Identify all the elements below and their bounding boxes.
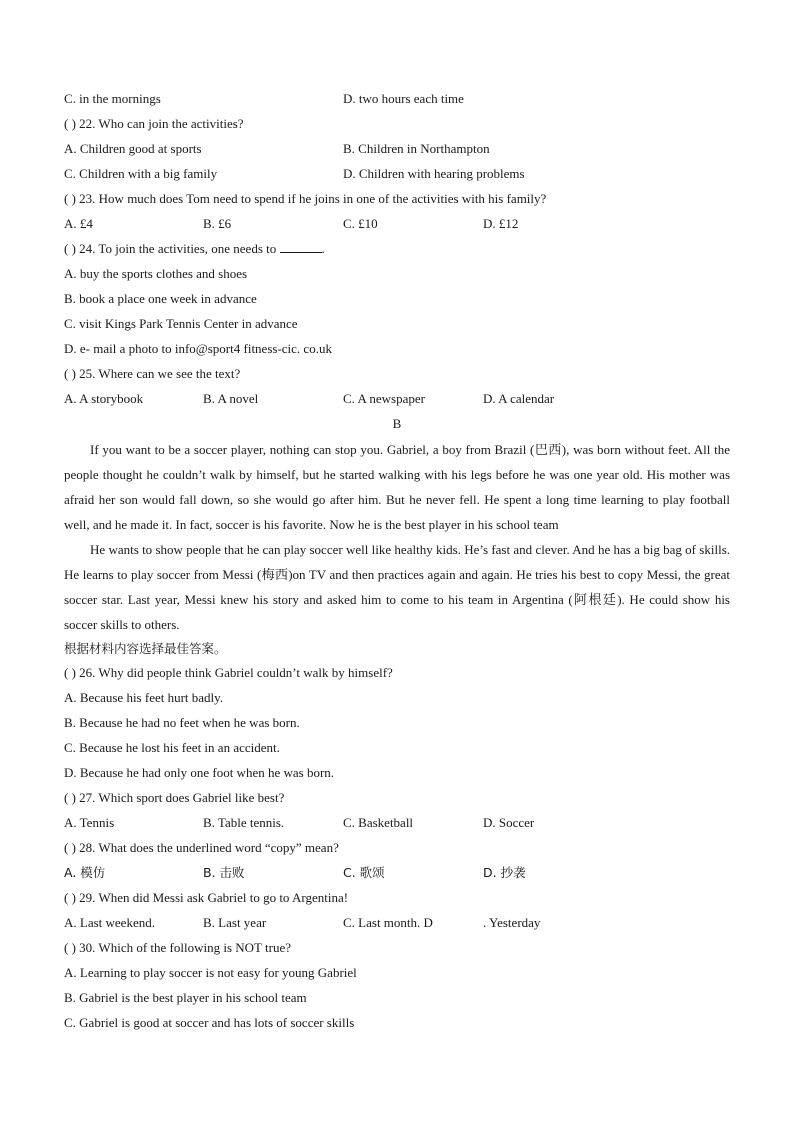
q30-option-c: C. Gabriel is good at soccer and has lots of soccer skills [64, 1015, 355, 1030]
question-26 [64, 665, 393, 681]
q28-option-d: D. 抄袭 [483, 865, 526, 880]
q21-option-d: D. two hours each time [343, 91, 464, 106]
question-stem: 25. Where can we see the text? [79, 366, 241, 381]
q25-option-a: A. A storybook [64, 391, 144, 406]
question-stem: 30. Which of the following is NOT true? [79, 940, 291, 955]
q22-option-d: D. Children with hearing problems [343, 166, 525, 181]
q22-option-a: A. Children good at sports [64, 141, 202, 156]
q25-option-d: D. A calendar [483, 391, 555, 406]
section-heading: B [392, 416, 402, 431]
answer-bracket: ( ) [64, 116, 76, 131]
q28-option-c: C. 歌颂 [343, 865, 385, 880]
q22-option-b: B. Children in Northampton [343, 141, 490, 156]
question-stem: 24. To join the activities, one needs to [79, 241, 277, 256]
q30-option-b: B. Gabriel is the best player in his school team [64, 990, 307, 1005]
answer-bracket: ( ) [64, 191, 76, 206]
q29-option-b: B. Last year [203, 915, 267, 930]
q22-option-c: C. Children with a big family [64, 166, 218, 181]
answer-bracket: ( ) [64, 890, 76, 905]
q24-option-c: C. visit Kings Park Tennis Center in advance [64, 316, 298, 331]
passage-paragraph-2: He wants to show people that he can play soccer well like healthy kids. He’s fast and clever. And he has a big bag of skills. He learns to play soccer from Messi (梅西)on TV and then practices again and again. He tries his best to copy Messi, the great soccer star. Last year, Messi knew his story and asked him to come to his team in Argentina (阿根廷). He could show his soccer skills to others. [64, 542, 730, 632]
q24-option-d: D. e- mail a photo to info@sport4 fitness-cic. co.uk [64, 341, 332, 356]
answer-bracket: ( ) [64, 366, 76, 381]
answer-bracket: ( ) [64, 665, 76, 680]
question-stem: 27. Which sport does Gabriel like best? [79, 790, 285, 805]
question-22 [64, 116, 244, 132]
q26-option-a: A. Because his feet hurt badly. [64, 690, 224, 705]
fill-in-blank [280, 241, 322, 253]
q27-option-d: D. Soccer [483, 815, 535, 830]
answer-bracket: ( ) [64, 790, 76, 805]
question-stem: 26. Why did people think Gabriel couldn’t walk by himself? [79, 665, 393, 680]
question-stem: 22. Who can join the activities? [79, 116, 244, 131]
q23-option-d: D. £12 [483, 216, 519, 231]
q30-option-a: A. Learning to play soccer is not easy for young Gabriel [64, 965, 357, 980]
q23-option-c: C. £10 [343, 216, 378, 231]
q26-option-b: B. Because he had no feet when he was born. [64, 715, 300, 730]
q26-option-d: D. Because he had only one foot when he was born. [64, 765, 335, 780]
question-23 [64, 191, 546, 207]
q29-option-a: A. Last weekend. [64, 915, 155, 930]
q25-option-b: B. A novel [203, 391, 259, 406]
question-29 [64, 890, 348, 906]
question-stem: 23. How much does Tom need to spend if he joins in one of the activities with his family? [79, 191, 547, 206]
q27-option-c: C. Basketball [343, 815, 414, 830]
q27-option-b: B. Table tennis. [203, 815, 285, 830]
instruction: 根据材料内容选择最佳答案。 [64, 641, 227, 656]
question-24 [64, 241, 325, 257]
q24-option-b: B. book a place one week in advance [64, 291, 257, 306]
question-stem: 28. What does the underlined word “copy” mean? [79, 840, 339, 855]
q28-option-a: A. 模仿 [64, 865, 106, 880]
answer-bracket: ( ) [64, 940, 76, 955]
q25-option-c: C. A newspaper [343, 391, 425, 406]
q26-option-c: C. Because he lost his feet in an accident. [64, 740, 280, 755]
answer-bracket: ( ) [64, 241, 76, 256]
q29-option-c: C. Last month. D [343, 915, 433, 930]
answer-bracket: ( ) [64, 840, 76, 855]
q28-option-b: B. 击败 [203, 865, 245, 880]
question-25 [64, 366, 240, 382]
q23-option-b: B. £6 [203, 216, 232, 231]
q24-option-a: A. buy the sports clothes and shoes [64, 266, 248, 281]
q27-option-a: A. Tennis [64, 815, 115, 830]
question-stem: 29. When did Messi ask Gabriel to go to Argentina! [79, 890, 349, 905]
q23-option-a: A. £4 [64, 216, 93, 231]
question-28 [64, 840, 339, 856]
q29-option-d: . Yesterday [483, 915, 541, 930]
question-27 [64, 790, 284, 806]
question-30 [64, 940, 291, 956]
passage-paragraph-1: If you want to be a soccer player, nothing can stop you. Gabriel, a boy from Brazil (巴西), was born without feet. All the people thought he couldn’t walk by himself, but he started walking with his legs before he was one year old. His mother was afraid her son would fall down, so she would go after him. But he never fell. He spent a long time learning to play football well, and he made it. In fact, soccer is his favorite. Now he is the best player in his school team [64, 442, 730, 532]
q21-option-c: C. in the mornings [64, 91, 161, 106]
stem-end: . [321, 241, 325, 256]
